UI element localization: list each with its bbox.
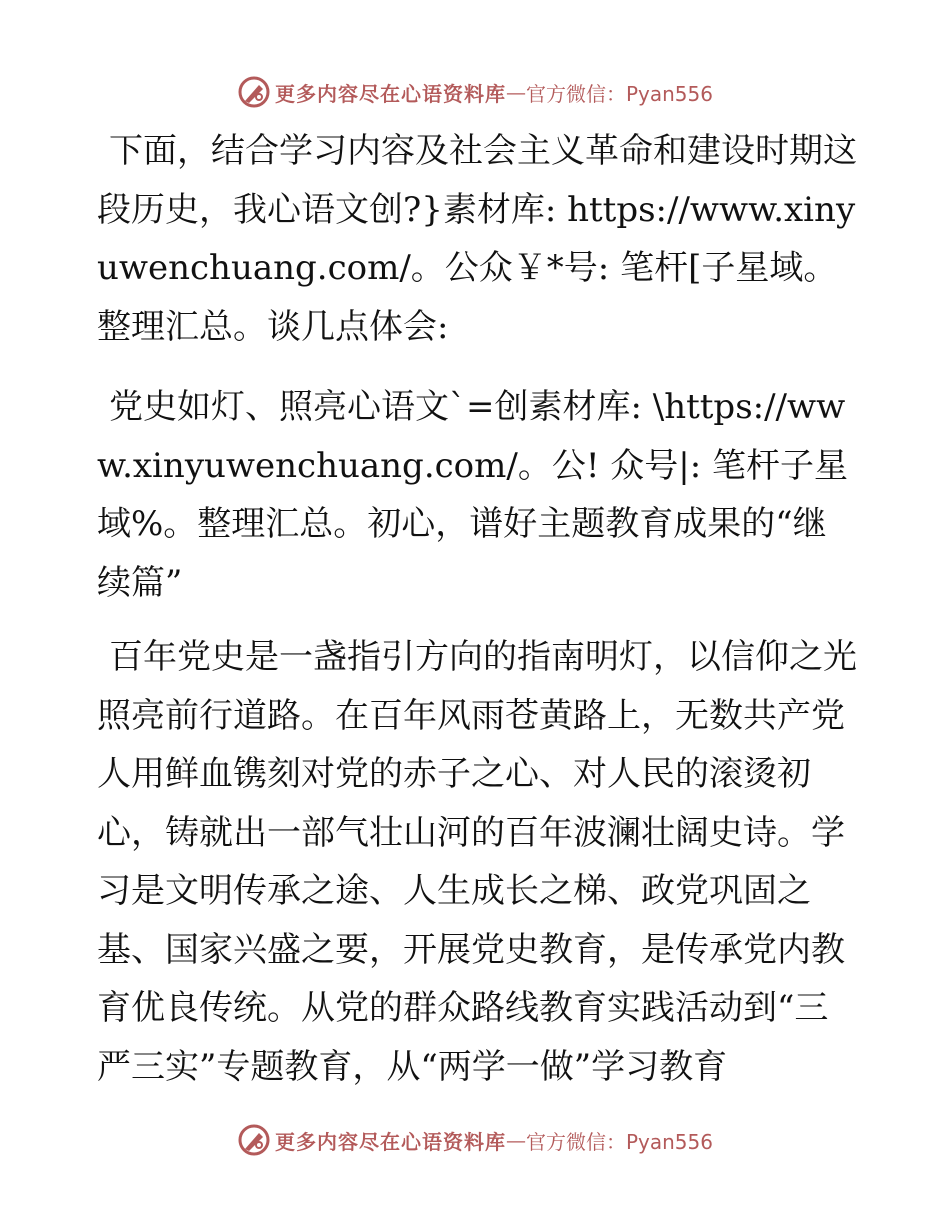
banner-contact: 官方微信：Pyan556	[525, 1129, 713, 1154]
banner-text: 更多内容尽在心语资料库	[274, 1129, 506, 1154]
banner-dash: —	[505, 1128, 526, 1152]
banner-dash: —	[505, 80, 526, 104]
paragraph-intro: 下面，结合学习内容及社会主义革命和建设时期这段历史，我心语文创?}素材库: https://www.xinyuwenchuang.com/。公众￥*号: 笔杆[子星域。整理汇总。谈几点体会:	[97, 131, 857, 347]
pen-logo-icon	[237, 1123, 271, 1157]
banner-text: 更多内容尽在心语资料库	[274, 81, 506, 106]
paragraph-body: 百年党史是一盏指引方向的指南明灯，以信仰之光照亮前行道路。在百年风雨苍黄路上，无数共产党人用鲜血镌刻对党的赤子之心、对人民的滚烫初心，铸就出一部气壮山河的百年波澜壮阔史诗。学习是文明传承之途、人生成长之梯、政党巩固之基、国家兴盛之要，开展党史教育，是传承党内教育优良传统。从党的群众路线教育实践活动到“三严三实”专题教育，从“两学一做”学习教育	[97, 637, 857, 1087]
paragraph-heading: 党史如灯、照亮心语文`=创素材库: \https://www.xinyuwenchuang.com/。公! 众号|: 笔杆子星域%。整理汇总。初心，谱好主题教育成果的“继续篇”	[97, 387, 849, 603]
header-banner	[0, 72, 950, 112]
footer-banner	[0, 1120, 950, 1160]
pen-logo-icon	[237, 75, 271, 109]
document-body	[97, 122, 857, 1112]
banner-contact: 官方微信：Pyan556	[525, 81, 713, 106]
